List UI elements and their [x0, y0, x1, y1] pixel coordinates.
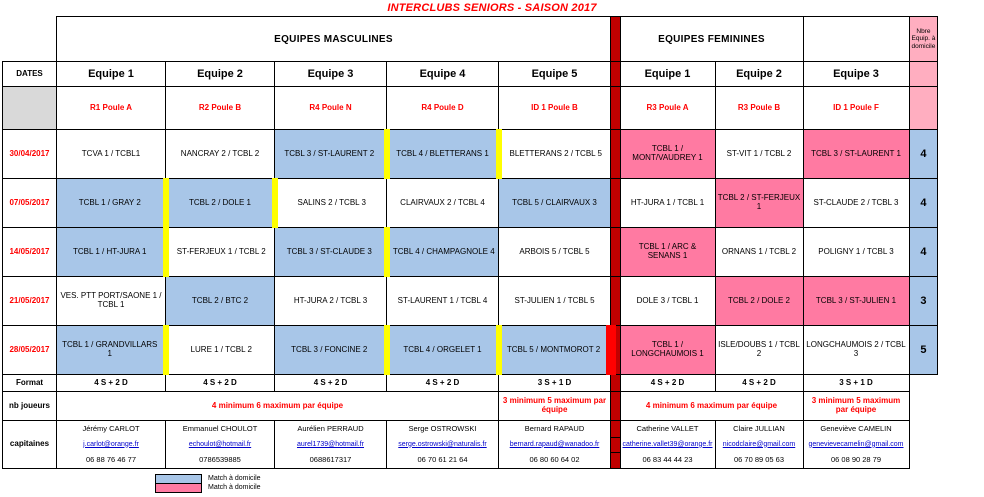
- match-cell: TCBL 3 / ST-LAURENT 2: [275, 130, 387, 179]
- table-row: [3, 277, 938, 326]
- match-cell: TCBL 1 / HT-JURA 1: [57, 228, 166, 277]
- match-cell: TCBL 2 / ST-FERJEUX 1: [715, 179, 803, 228]
- match-cell: ARBOIS 5 / TCBL 5: [499, 228, 611, 277]
- section-divider-row: [611, 179, 621, 228]
- capitaine-email[interactable]: echoulot@hotmail.fr: [166, 437, 275, 452]
- match-cell: TCBL 3 / FONCINE 2: [275, 326, 387, 375]
- format-m2: 4 S + 2 D: [166, 375, 275, 392]
- capitaine-email[interactable]: aurel1739@hotmail.fr: [275, 437, 387, 452]
- legend-label-blue: Match à domicile: [208, 475, 261, 482]
- match-cell: BLETTERANS 2 / TCBL 5: [499, 130, 611, 179]
- match-cell: ST-FERJEUX 1 / TCBL 2: [166, 228, 275, 277]
- legend-swatch-pink: [155, 483, 202, 493]
- poule-f1: R3 Poule A: [620, 87, 715, 130]
- format-m5: 3 S + 1 D: [499, 375, 611, 392]
- poule-corner: [3, 87, 57, 130]
- poule-f2: R3 Poule B: [715, 87, 803, 130]
- legend-label-pink: Match à domicile: [208, 484, 261, 491]
- format-f1: 4 S + 2 D: [620, 375, 715, 392]
- nbre-equipes-blank-2: [909, 87, 938, 130]
- match-cell: TCBL 3 / ST-CLAUDE 3: [275, 228, 387, 277]
- poule-m5: ID 1 Poule B: [499, 87, 611, 130]
- capitaine-name: Emmanuel CHOULOT: [166, 421, 275, 438]
- match-cell: TCBL 1 / GRAY 2: [57, 179, 166, 228]
- section-divider-row: [611, 375, 621, 392]
- nb-joueurs-label: nb joueurs: [3, 392, 57, 421]
- capitaine-tel-row: [3, 452, 938, 469]
- capitaine-phone: 0786539885: [166, 452, 275, 469]
- section-divider-2: [611, 62, 621, 87]
- section-divider-row: [611, 392, 621, 421]
- match-cell: TCBL 4 / CHAMPAGNOLE 4: [387, 228, 499, 277]
- match-cell: POLIGNY 1 / TCBL 3: [803, 228, 909, 277]
- nb-joueurs-row: [3, 392, 938, 421]
- row-date: 30/04/2017: [3, 130, 57, 179]
- match-cell: TCBL 1 / LONGCHAUMOIS 1: [620, 326, 715, 375]
- capitaine-email[interactable]: catherine.vallet39@orange.fr: [620, 437, 715, 452]
- section-masculines: EQUIPES MASCULINES: [57, 17, 611, 62]
- capitaine-phone: 06 70 61 21 64: [387, 452, 499, 469]
- table-row: [3, 228, 938, 277]
- home-count: 3: [909, 277, 938, 326]
- poule-m4: R4 Poule D: [387, 87, 499, 130]
- match-cell: ST-VIT 1 / TCBL 2: [715, 130, 803, 179]
- match-cell: SALINS 2 / TCBL 3: [275, 179, 387, 228]
- capitaine-phone: 06 08 90 28 79: [803, 452, 909, 469]
- team-header-m1: Equipe 1: [57, 62, 166, 87]
- table-row: [3, 326, 938, 375]
- match-cell: ST-LAURENT 1 / TCBL 4: [387, 277, 499, 326]
- capitaine-phone: 06 88 76 46 77: [57, 452, 166, 469]
- poule-m1: R1 Poule A: [57, 87, 166, 130]
- capitaine-name: Geneviève CAMELIN: [803, 421, 909, 438]
- home-count: 5: [909, 326, 938, 375]
- format-m4: 4 S + 2 D: [387, 375, 499, 392]
- poule-row: [3, 87, 938, 130]
- section-divider-3: [611, 87, 621, 130]
- format-row: [3, 375, 938, 392]
- match-cell: TCBL 2 / DOLE 2: [715, 277, 803, 326]
- capitaine-name: Serge OSTROWSKI: [387, 421, 499, 438]
- format-blank: [909, 375, 938, 392]
- team-header-row: [3, 62, 938, 87]
- capitaine-blank: [909, 452, 938, 469]
- page-title: INTERCLUBS SENIORS - SAISON 2017: [387, 2, 597, 14]
- legend-item-home-women: [155, 483, 261, 492]
- format-f3: 3 S + 1 D: [803, 375, 909, 392]
- section-feminines-extra: [803, 17, 909, 62]
- capitaine-mail-row: [3, 437, 938, 452]
- home-count: 4: [909, 228, 938, 277]
- format-m1: 4 S + 2 D: [57, 375, 166, 392]
- poule-m2: R2 Poule B: [166, 87, 275, 130]
- match-cell: TCBL 5 / MONTMOROT 2: [499, 326, 611, 375]
- capitaine-phone: 0688617317: [275, 452, 387, 469]
- section-divider-row: [611, 421, 621, 438]
- capitaines-label: capitaines: [3, 421, 57, 469]
- row-date: 28/05/2017: [3, 326, 57, 375]
- format-label: Format: [3, 375, 57, 392]
- capitaine-blank: [909, 421, 938, 438]
- match-cell: ORNANS 1 / TCBL 2: [715, 228, 803, 277]
- dates-label: DATES: [3, 62, 57, 87]
- team-header-f3: Equipe 3: [803, 62, 909, 87]
- nb-joueurs-m-group2: 3 minimum 5 maximum par équipe: [499, 392, 611, 421]
- capitaine-email[interactable]: bernard.rapaud@wanadoo.fr: [499, 437, 611, 452]
- capitaine-phone: 06 80 60 64 02: [499, 452, 611, 469]
- row-date: 21/05/2017: [3, 277, 57, 326]
- nbre-equipes-blank: [909, 62, 938, 87]
- match-cell: TCBL 2 / BTC 2: [166, 277, 275, 326]
- team-header-m5: Equipe 5: [499, 62, 611, 87]
- legend: [155, 474, 261, 492]
- match-cell: TCBL 5 / CLAIRVAUX 3: [499, 179, 611, 228]
- match-cell: HT-JURA 1 / TCBL 1: [620, 179, 715, 228]
- capitaine-email[interactable]: serge.ostrowski@naturalis.fr: [387, 437, 499, 452]
- capitaine-email[interactable]: genevievecamelin@gmail.com: [803, 437, 909, 452]
- section-divider-row: [611, 437, 621, 452]
- match-cell: ST-CLAUDE 2 / TCBL 3: [803, 179, 909, 228]
- capitaine-name: Jérémy CARLOT: [57, 421, 166, 438]
- team-header-f1: Equipe 1: [620, 62, 715, 87]
- match-cell: TCBL 4 / ORGELET 1: [387, 326, 499, 375]
- team-header-m3: Equipe 3: [275, 62, 387, 87]
- nb-joueurs-blank: [909, 392, 938, 421]
- section-feminines: EQUIPES FEMININES: [620, 17, 803, 62]
- match-cell: TCVA 1 / TCBL1: [57, 130, 166, 179]
- match-cell: TCBL 2 / DOLE 1: [166, 179, 275, 228]
- format-m3: 4 S + 2 D: [275, 375, 387, 392]
- nb-joueurs-f-group2: 3 minimum 5 maximum par équipe: [803, 392, 909, 421]
- poule-f3: ID 1 Poule F: [803, 87, 909, 130]
- match-cell: TCBL 3 / ST-JULIEN 1: [803, 277, 909, 326]
- table-row: [3, 130, 938, 179]
- corner-blank: [3, 17, 57, 62]
- match-cell: LURE 1 / TCBL 2: [166, 326, 275, 375]
- home-count: 4: [909, 179, 938, 228]
- match-cell: CLAIRVAUX 2 / TCBL 4: [387, 179, 499, 228]
- team-header-m4: Equipe 4: [387, 62, 499, 87]
- capitaine-email[interactable]: nicodclaire@gmail.com: [715, 437, 803, 452]
- match-cell: LONGCHAUMOIS 2 / TCBL 3: [803, 326, 909, 375]
- nb-joueurs-m-group1: 4 minimum 6 maximum par équipe: [57, 392, 499, 421]
- match-cell: TCBL 4 / BLETTERANS 1: [387, 130, 499, 179]
- capitaine-name: Bernard RAPAUD: [499, 421, 611, 438]
- section-divider-row: [611, 130, 621, 179]
- section-header-row: [3, 17, 938, 62]
- nbre-equipes-header: Nbre Equip. à domicile: [909, 17, 938, 62]
- nb-joueurs-f-group1: 4 minimum 6 maximum par équipe: [620, 392, 803, 421]
- match-cell: DOLE 3 / TCBL 1: [620, 277, 715, 326]
- section-divider-row: [611, 277, 621, 326]
- match-cell: HT-JURA 2 / TCBL 3: [275, 277, 387, 326]
- capitaine-name: Claire JULLIAN: [715, 421, 803, 438]
- team-header-m2: Equipe 2: [166, 62, 275, 87]
- format-f2: 4 S + 2 D: [715, 375, 803, 392]
- schedule-table: [2, 16, 938, 469]
- match-cell: TCBL 1 / GRANDVILLARS 1: [57, 326, 166, 375]
- capitaine-email[interactable]: j.carlot@orange.fr: [57, 437, 166, 452]
- match-cell: NANCRAY 2 / TCBL 2: [166, 130, 275, 179]
- capitaine-phone: 06 70 89 05 63: [715, 452, 803, 469]
- capitaine-name: Aurélien PERRAUD: [275, 421, 387, 438]
- capitaine-name-row: [3, 421, 938, 438]
- row-date: 14/05/2017: [3, 228, 57, 277]
- match-cell: ST-JULIEN 1 / TCBL 5: [499, 277, 611, 326]
- match-cell: ISLE/DOUBS 1 / TCBL 2: [715, 326, 803, 375]
- capitaine-phone: 06 83 44 44 23: [620, 452, 715, 469]
- poule-m3: R4 Poule N: [275, 87, 387, 130]
- match-cell: TCBL 3 / ST-LAURENT 1: [803, 130, 909, 179]
- section-divider-row: [611, 452, 621, 469]
- home-count: 4: [909, 130, 938, 179]
- match-cell: VES. PTT PORT/SAONE 1 / TCBL 1: [57, 277, 166, 326]
- match-cell: TCBL 1 / ARC & SENANS 1: [620, 228, 715, 277]
- capitaine-name: Catherine VALLET: [620, 421, 715, 438]
- match-cell: TCBL 1 / MONT/VAUDREY 1: [620, 130, 715, 179]
- row-date: 07/05/2017: [3, 179, 57, 228]
- capitaine-blank: [909, 437, 938, 452]
- section-divider-row: [611, 326, 621, 375]
- section-divider-row: [611, 228, 621, 277]
- table-row: [3, 179, 938, 228]
- section-divider: [611, 17, 621, 62]
- team-header-f2: Equipe 2: [715, 62, 803, 87]
